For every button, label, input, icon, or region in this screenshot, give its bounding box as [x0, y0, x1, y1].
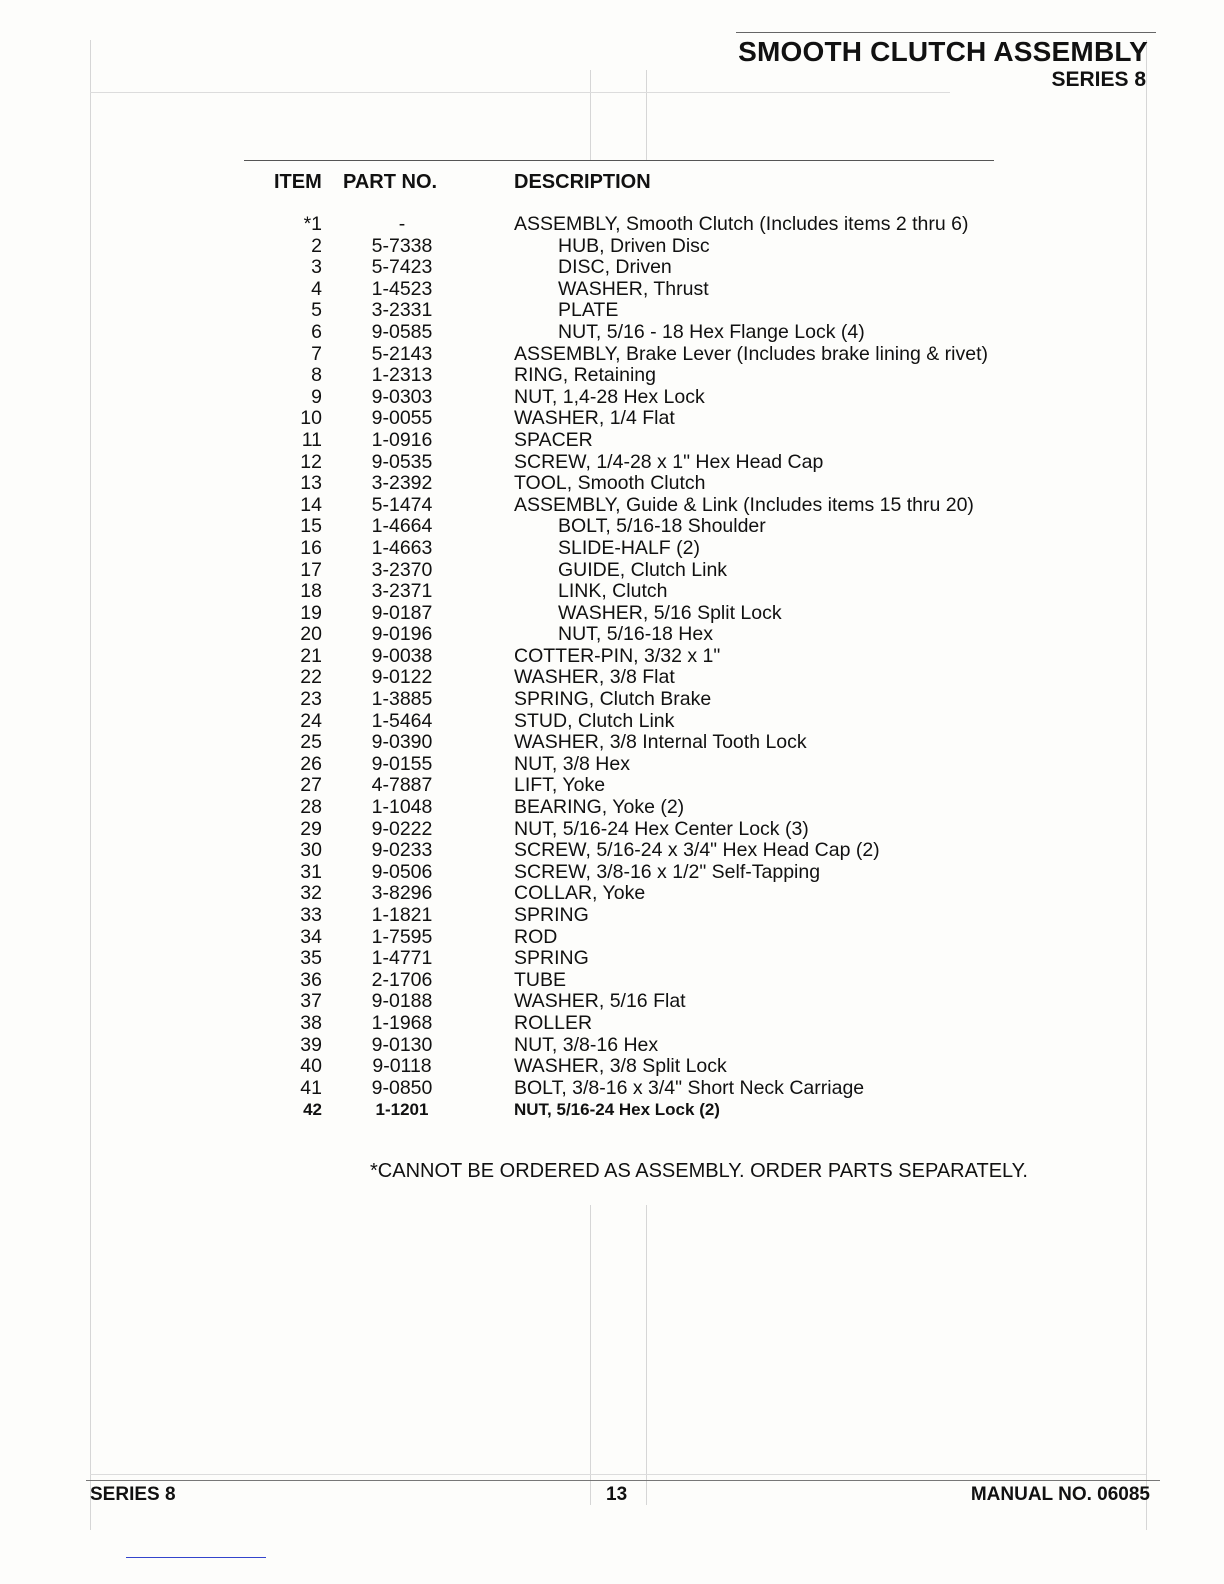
part-number: 1-5464 [371, 709, 433, 732]
part-description: WASHER, Thrust [558, 277, 709, 300]
item-number: 17 [300, 558, 322, 581]
parts-row [0, 948, 1224, 970]
parts-row [0, 365, 1224, 387]
parts-row [0, 711, 1224, 733]
part-number: 9-0390 [371, 731, 433, 754]
item-number: 35 [300, 947, 322, 970]
parts-row [0, 775, 1224, 797]
part-description: WASHER, 3/8 Flat [514, 666, 675, 689]
parts-row [0, 603, 1224, 625]
item-number: 18 [300, 580, 322, 603]
parts-row [0, 689, 1224, 711]
column-header-description: DESCRIPTION [514, 171, 651, 193]
part-number: 1-1821 [371, 904, 433, 926]
item-number: 28 [300, 796, 322, 819]
parts-row [0, 538, 1224, 560]
footer-series: SERIES 8 [90, 1484, 176, 1505]
parts-row [0, 1056, 1224, 1078]
part-number: 4-7887 [371, 774, 433, 797]
part-description: TOOL, Smooth Clutch [514, 472, 706, 495]
part-description: TUBE [514, 968, 567, 991]
item-number: 22 [300, 666, 322, 689]
parts-row [0, 452, 1224, 474]
scan-guide-line [590, 70, 591, 160]
scan-guide-line [646, 1205, 647, 1505]
part-number: 3-2331 [371, 299, 433, 322]
item-number: 26 [300, 752, 322, 775]
part-description: BOLT, 5/16-18 Shoulder [558, 515, 766, 538]
part-number: 9-0850 [371, 1076, 433, 1099]
item-number: 38 [300, 1011, 322, 1034]
part-number: 3-2371 [371, 580, 433, 603]
item-number: 20 [300, 623, 322, 646]
part-description: SPACER [514, 428, 593, 451]
item-number: 39 [300, 1033, 322, 1056]
item-number: 34 [300, 925, 322, 948]
part-number: 9-0585 [371, 320, 433, 343]
item-number: *1 [303, 213, 322, 235]
parts-row [0, 214, 1224, 236]
part-number: 1-1201 [375, 1100, 429, 1120]
parts-row [0, 819, 1224, 841]
part-number: 9-0130 [371, 1033, 433, 1056]
part-number: 9-0196 [371, 623, 433, 646]
item-number: 19 [300, 601, 322, 624]
part-description: LINK, Clutch [558, 580, 668, 603]
parts-row [0, 797, 1224, 819]
part-description: RING, Retaining [514, 364, 656, 387]
part-number: 1-4523 [371, 277, 433, 300]
part-description: WASHER, 3/8 Internal Tooth Lock [514, 731, 807, 754]
part-description: ASSEMBLY, Guide & Link (Includes items 15 thru 20) [514, 493, 974, 516]
document-series: SERIES 8 [1051, 68, 1146, 91]
part-number: 1-4771 [371, 947, 433, 970]
part-description: BEARING, Yoke (2) [514, 796, 685, 819]
part-description: GUIDE, Clutch Link [558, 558, 728, 581]
part-number: 9-0303 [371, 385, 433, 408]
item-number: 7 [311, 342, 322, 365]
footer-rule [86, 1480, 1160, 1481]
part-number: 1-2313 [371, 364, 433, 387]
item-number: 32 [300, 882, 322, 905]
parts-row [0, 408, 1224, 430]
part-description: DISC, Driven [558, 256, 672, 279]
manual-number: MANUAL NO. 06085 [970, 1484, 1150, 1505]
item-number: 15 [300, 515, 322, 538]
part-number: 3-2370 [371, 558, 433, 581]
part-description: SPRING [514, 947, 589, 970]
parts-row [0, 300, 1224, 322]
item-number: 24 [300, 709, 322, 732]
part-description: ROD [514, 925, 558, 948]
part-number: 9-0233 [371, 839, 433, 862]
part-description: LIFT, Yoke [514, 774, 606, 797]
table-top-rule [244, 160, 994, 161]
part-description: WASHER, 3/8 Split Lock [514, 1055, 727, 1078]
part-number: 5-1474 [371, 493, 433, 516]
item-number: 13 [300, 472, 322, 495]
parts-row [0, 387, 1224, 409]
item-number: 25 [300, 731, 322, 754]
part-number: 5-7423 [371, 256, 433, 279]
part-description: WASHER, 5/16 Flat [514, 990, 686, 1013]
parts-row [0, 1099, 1224, 1121]
item-number: 40 [300, 1055, 322, 1078]
part-description: SCREW, 5/16-24 x 3/4" Hex Head Cap (2) [514, 839, 880, 862]
part-description: NUT, 5/16 - 18 Hex Flange Lock (4) [558, 320, 865, 343]
part-description: ASSEMBLY, Smooth Clutch (Includes items 2 thru 6) [514, 213, 969, 235]
part-description: NUT, 5/16-18 Hex [558, 623, 713, 646]
parts-row [0, 754, 1224, 776]
parts-row [0, 646, 1224, 668]
item-number: 41 [300, 1076, 322, 1099]
part-description: SLIDE-HALF (2) [558, 536, 700, 559]
item-number: 3 [311, 256, 322, 279]
part-description: ASSEMBLY, Brake Lever (Includes brake lining & rivet) [514, 342, 988, 365]
footnote: *CANNOT BE ORDERED AS ASSEMBLY. ORDER PARTS SEPARATELY. [370, 1160, 1028, 1182]
part-number: 5-7338 [371, 234, 433, 257]
item-number: 29 [300, 817, 322, 840]
part-number: 9-0222 [371, 817, 433, 840]
item-number: 37 [300, 990, 322, 1013]
part-description: NUT, 1,4-28 Hex Lock [514, 385, 705, 408]
part-number: - [398, 213, 406, 235]
item-number: 31 [300, 860, 322, 883]
parts-row [0, 1078, 1224, 1100]
part-number: 1-0916 [371, 428, 433, 451]
item-number: 10 [300, 407, 322, 430]
part-description: NUT, 5/16-24 Hex Lock (2) [514, 1100, 720, 1120]
parts-row [0, 927, 1224, 949]
column-header-part-no: PART NO. [343, 171, 438, 193]
item-number: 42 [303, 1100, 322, 1120]
page-number: 13 [606, 1484, 628, 1505]
document-title: SMOOTH CLUTCH ASSEMBLY [738, 36, 1148, 67]
link-underline [126, 1557, 266, 1558]
parts-row [0, 1013, 1224, 1035]
part-number: 9-0506 [371, 860, 433, 883]
parts-row [0, 279, 1224, 301]
item-number: 33 [300, 904, 322, 926]
parts-row [0, 495, 1224, 517]
part-number: 2-1706 [371, 968, 433, 991]
item-number: 8 [311, 364, 322, 387]
parts-row [0, 473, 1224, 495]
parts-row [0, 970, 1224, 992]
part-description: HUB, Driven Disc [558, 234, 710, 257]
parts-row [0, 581, 1224, 603]
item-number: 11 [301, 428, 322, 451]
part-description: NUT, 5/16-24 Hex Center Lock (3) [514, 817, 809, 840]
item-number: 6 [311, 320, 322, 343]
item-number: 21 [300, 644, 322, 667]
part-description: PLATE [558, 299, 619, 322]
parts-row [0, 905, 1224, 927]
part-number: 9-0188 [371, 990, 433, 1013]
part-number: 9-0055 [371, 407, 433, 430]
item-number: 36 [300, 968, 322, 991]
scan-guide-line [90, 1474, 1146, 1475]
part-number: 5-2143 [371, 342, 433, 365]
part-description: SPRING, Clutch Brake [514, 688, 712, 711]
part-number: 9-0187 [371, 601, 433, 624]
parts-row [0, 236, 1224, 258]
item-number: 9 [311, 385, 322, 408]
parts-row [0, 322, 1224, 344]
part-number: 3-8296 [371, 882, 433, 905]
part-number: 9-0038 [371, 644, 433, 667]
part-number: 1-7595 [371, 925, 433, 948]
item-number: 27 [300, 774, 322, 797]
part-description: STUD, Clutch Link [514, 709, 675, 732]
part-number: 9-0118 [372, 1055, 432, 1078]
part-number: 9-0155 [371, 752, 433, 775]
part-description: ROLLER [514, 1011, 593, 1034]
parts-row [0, 667, 1224, 689]
scan-guide-line [646, 70, 647, 160]
parts-row [0, 883, 1224, 905]
part-description: NUT, 3/8-16 Hex [514, 1033, 659, 1056]
part-description: WASHER, 5/16 Split Lock [558, 601, 782, 624]
item-number: 12 [300, 450, 322, 473]
parts-row [0, 1035, 1224, 1057]
item-number: 16 [300, 536, 322, 559]
part-description: WASHER, 1/4 Flat [514, 407, 675, 430]
parts-row [0, 257, 1224, 279]
part-number: 9-0535 [371, 450, 433, 473]
item-number: 30 [300, 839, 322, 862]
scan-guide-line [90, 92, 950, 93]
header-rule [736, 32, 1156, 33]
part-number: 3-2392 [371, 472, 433, 495]
part-description: SCREW, 1/4-28 x 1" Hex Head Cap [514, 450, 824, 473]
part-number: 1-4664 [371, 515, 433, 538]
parts-row [0, 624, 1224, 646]
item-number: 14 [300, 493, 322, 516]
parts-row [0, 840, 1224, 862]
parts-row [0, 991, 1224, 1013]
parts-row [0, 560, 1224, 582]
part-number: 9-0122 [371, 666, 433, 689]
parts-row [0, 344, 1224, 366]
part-description: SCREW, 3/8-16 x 1/2" Self-Tapping [514, 860, 821, 883]
part-number: 1-3885 [371, 688, 433, 711]
part-number: 1-4663 [371, 536, 433, 559]
parts-list [0, 214, 1224, 1121]
part-description: BOLT, 3/8-16 x 3/4" Short Neck Carriage [514, 1076, 865, 1099]
parts-row [0, 516, 1224, 538]
item-number: 5 [311, 299, 322, 322]
part-number: 1-1968 [371, 1011, 433, 1034]
part-description: COLLAR, Yoke [514, 882, 646, 905]
part-description: SPRING [514, 904, 589, 926]
item-number: 4 [311, 277, 322, 300]
parts-row [0, 732, 1224, 754]
part-number: 1-1048 [371, 796, 433, 819]
item-number: 23 [300, 688, 322, 711]
part-description: NUT, 3/8 Hex [514, 752, 630, 775]
parts-row [0, 862, 1224, 884]
column-header-item: ITEM [274, 171, 322, 193]
item-number: 2 [311, 234, 322, 257]
scan-guide-line [590, 1205, 591, 1505]
part-description: COTTER-PIN, 3/32 x 1" [514, 644, 721, 667]
parts-row [0, 430, 1224, 452]
